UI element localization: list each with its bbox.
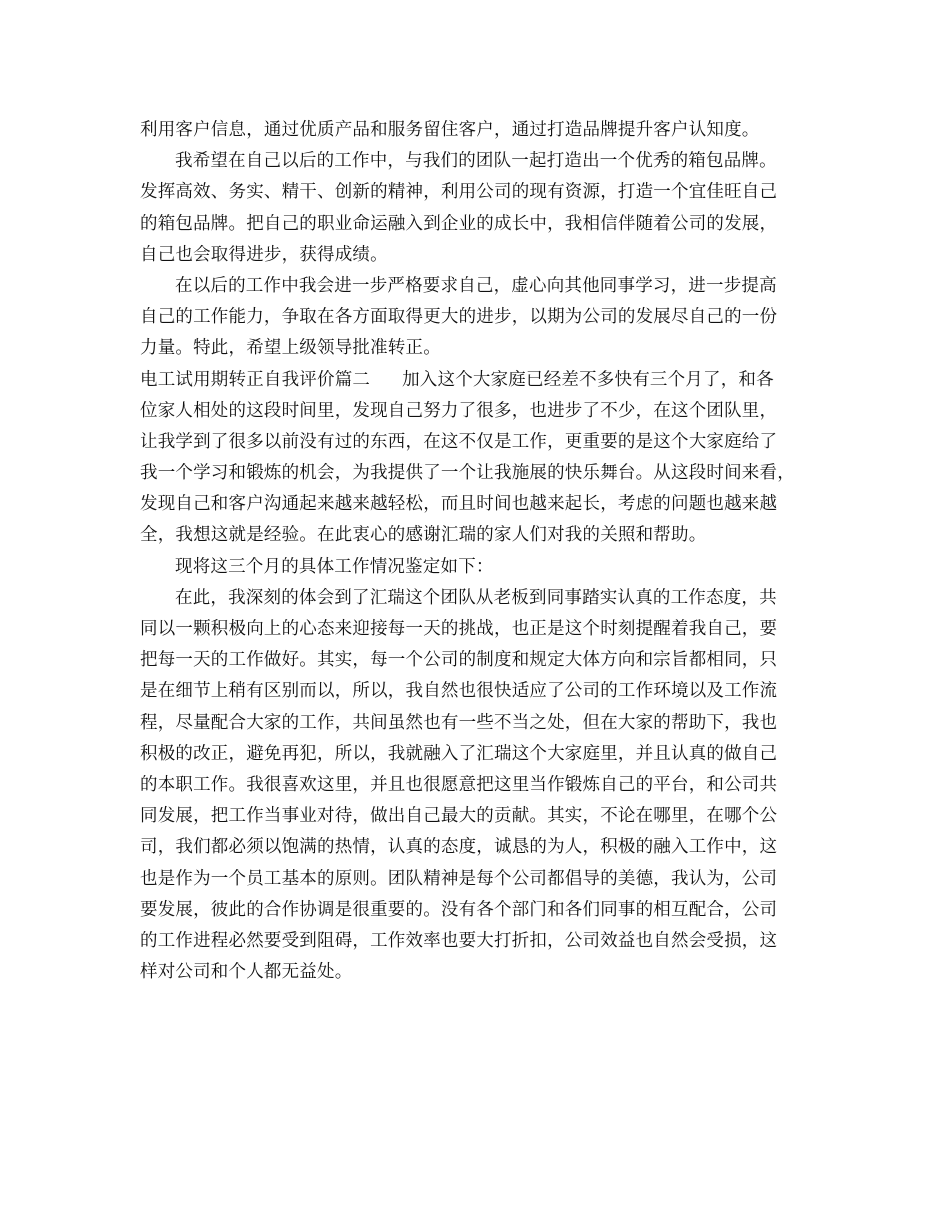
text-line: 的工作进程必然要受到阻碍，工作效率也要大打折扣，公司效益也自然会受损，这 [140,930,778,951]
text-line: 的箱包品牌。把自己的职业命运融入到企业的成长中，我相信伴随着公司的发展， [140,213,778,234]
text-line: 让我学到了很多以前没有过的东西，在这不仅是工作，更重要的是这个大家庭给了 [140,431,778,452]
document-body [140,115,820,988]
text-line: 同发展，把工作当事业对待，做出自己最大的贡献。其实，不论在哪里，在哪个公 [140,806,778,827]
text-line: 是在细节上稍有区别而以，所以，我自然也很快适应了公司的工作环境以及工作流 [140,681,778,702]
text-line: 积极的改正，避免再犯，所以，我就融入了汇瑞这个大家庭里，并且认真的做自己 [140,743,778,764]
text-line: 同以一颗积极向上的心态来迎接每一天的挑战，也正是这个时刻提醒着我自己，要 [140,619,778,639]
text-line: 程，尽量配合大家的工作，共间虽然也有一些不当之处，但在大家的帮助下，我也 [140,712,778,733]
text-line: 发挥高效、务实、精干、创新的精神，利用公司的现有资源，打造一个宜佳旺自己 [140,182,778,203]
text-line: 司，我们都必须以饱满的热情，认真的态度，诚恳的为人，积极的融入工作中，这 [140,837,778,858]
text-line: 自己也会取得进步，获得成绩。 [140,244,388,265]
text-line: 在以后的工作中我会进一步严格要求自己，虚心向其他同事学习，进一步提高 [175,275,777,296]
text-line: 位家人相处的这段时间里，发现自己努力了很多，也进步了不少，在这个团队里， [140,400,778,421]
section-heading: 电工试用期转正自我评价篇二 [140,369,371,390]
section-heading-line [140,365,820,396]
text-line: 力量。特此，希望上级领导批准转正。 [140,338,441,359]
text-line: 也是作为一个员工基本的原则。团队精神是每个公司都倡导的美德，我认为，公司 [140,868,778,889]
text-line: 我一个学习和锻炼的机会，为我提供了一个让我施展的快乐舞台。从这段时间来看， [140,463,795,484]
text-line: 现将这三个月的具体工作情况鉴定如下： [175,556,494,577]
text-line: 全，我想这就是经验。在此衷心的感谢汇瑞的家人们对我的关照和帮助。 [140,525,707,546]
text-line: 要发展，彼此的合作协调是很重要的。没有各个部门和各们同事的相互配合，公司 [140,899,778,920]
text-line: 样对公司和个人都无益处。 [140,962,353,983]
text-line: 自己的工作能力，争取在各方面取得更大的进步，以期为公司的发展尽自己的一份 [140,307,778,328]
text-line: 发现自己和客户沟通起来越来越轻松，而且时间也越来起长，考虑的问题也越来越 [140,494,778,515]
text-line: 利用客户信息，通过优质产品和服务留住客户，通过打造品牌提升客户认知度。 [140,120,760,140]
text-line: 的本职工作。我很喜欢这里，并且也很愿意把这里当作锻炼自己的平台，和公司共 [140,774,778,795]
text-line: 把每一天的工作做好。其实，每一个公司的制度和规定大体方向和宗旨都相同，只 [140,650,778,671]
text-line: 我希望在自己以后的工作中，与我们的团队一起打造出一个优秀的箱包品牌。 [175,151,777,172]
text-line: 在此，我深刻的体会到了汇瑞这个团队从老板到同事踏实认真的工作态度，共 [175,587,777,608]
text-line: 加入这个大家庭已经差不多快有三个月了，和各 [402,369,774,390]
